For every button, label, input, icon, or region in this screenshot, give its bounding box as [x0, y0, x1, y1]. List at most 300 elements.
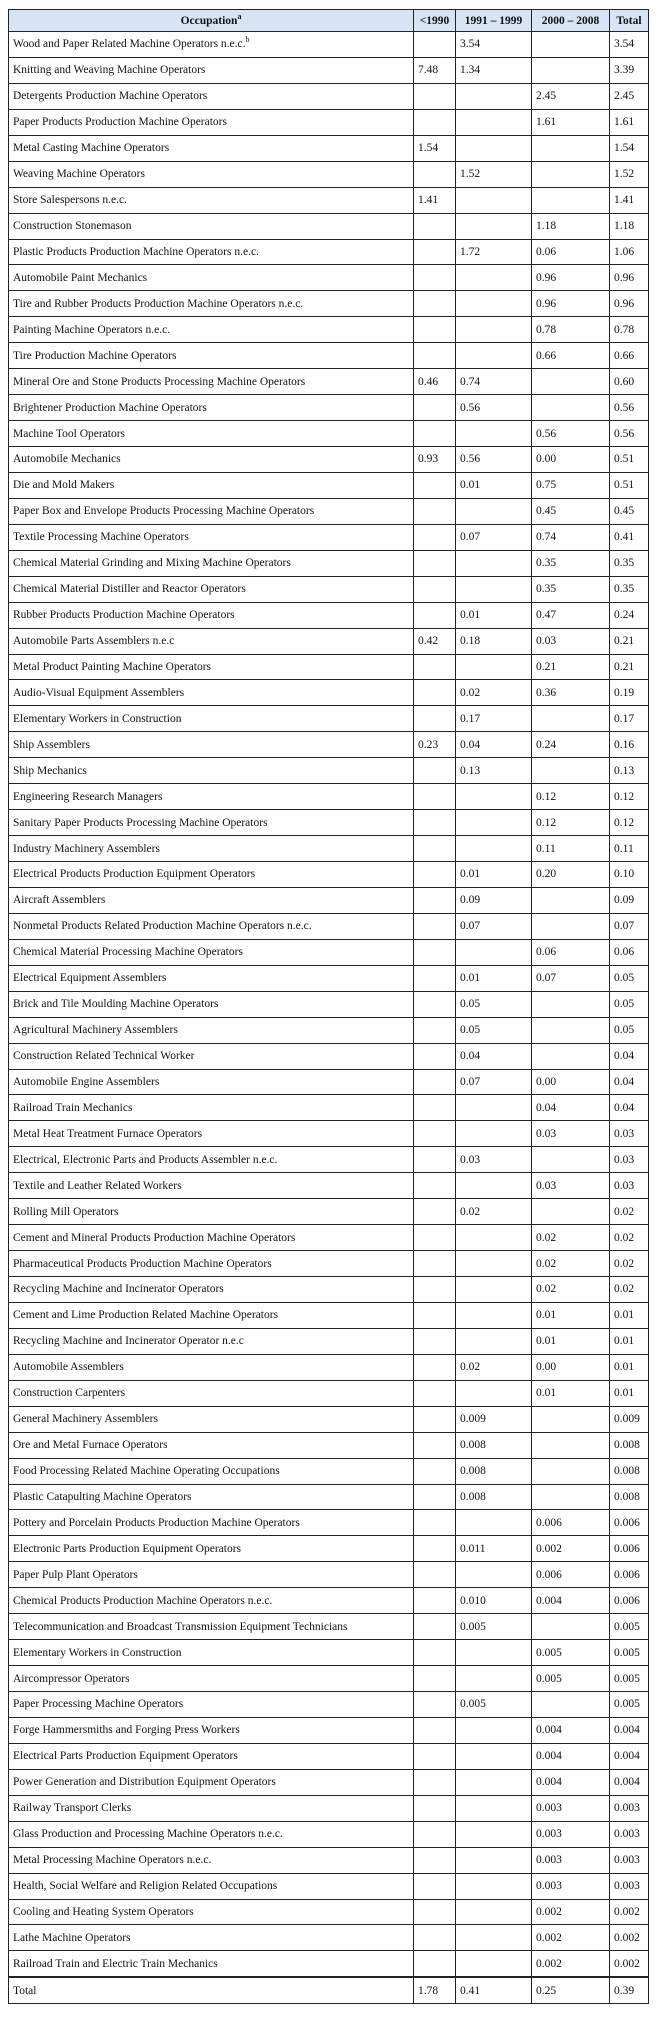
occupation-name: Store Salespersons n.e.c. — [13, 194, 128, 207]
cell-before-1990 — [414, 1536, 456, 1562]
cell-occupation — [9, 1821, 414, 1847]
cell-total: 0.96 — [610, 265, 649, 291]
table-row — [9, 836, 649, 862]
cell-2000-2008: 0.35 — [532, 576, 610, 602]
cell-before-1990 — [414, 161, 456, 187]
cell-before-1990 — [414, 1380, 456, 1406]
cell-2000-2008 — [532, 369, 610, 395]
occupation-name: Sanitary Paper Products Processing Machine Operators — [13, 816, 268, 829]
cell-occupation — [9, 680, 414, 706]
cell-occupation — [9, 239, 414, 265]
cell-1991-1999: 0.13 — [456, 758, 532, 784]
cell-occupation — [9, 187, 414, 213]
cell-before-1990 — [414, 83, 456, 109]
cell-1991-1999: 0.07 — [456, 913, 532, 939]
cell-occupation — [9, 1328, 414, 1354]
table-row — [9, 1510, 649, 1536]
cell-before-1990 — [414, 1484, 456, 1510]
cell-total: 0.07 — [610, 913, 649, 939]
cell-total: 2.45 — [610, 83, 649, 109]
table-row — [9, 1692, 649, 1718]
cell-1991-1999 — [456, 1380, 532, 1406]
cell-occupation — [9, 343, 414, 369]
cell-1991-1999: 0.09 — [456, 887, 532, 913]
cell-2000-2008: 2.45 — [532, 83, 610, 109]
cell-2000-2008: 0.002 — [532, 1536, 610, 1562]
cell-2000-2008: 0.00 — [532, 1354, 610, 1380]
table-row — [9, 810, 649, 836]
cell-occupation — [9, 1406, 414, 1432]
header-occupation — [9, 10, 414, 32]
cell-1991-1999 — [456, 1666, 532, 1692]
cell-1991-1999: 0.01 — [456, 602, 532, 628]
cell-total: 0.05 — [610, 991, 649, 1017]
cell-2000-2008: 0.45 — [532, 498, 610, 524]
cell-1991-1999 — [456, 1328, 532, 1354]
cell-2000-2008: 0.002 — [532, 1925, 610, 1951]
table-row — [9, 1562, 649, 1588]
cell-2000-2008: 0.56 — [532, 421, 610, 447]
occupation-name: Automobile Mechanics — [13, 453, 121, 466]
cell-before-1990 — [414, 1328, 456, 1354]
cell-1991-1999 — [456, 265, 532, 291]
cell-before-1990: 0.46 — [414, 369, 456, 395]
cell-total: 0.004 — [610, 1743, 649, 1769]
occupation-name: Recycling Machine and Incinerator Operators — [13, 1283, 224, 1296]
cell-2000-2008: 0.78 — [532, 317, 610, 343]
cell-before-1990 — [414, 1458, 456, 1484]
table-row — [9, 602, 649, 628]
table-row — [9, 447, 649, 473]
cell-total: 3.39 — [610, 57, 649, 83]
cell-before-1990 — [414, 1069, 456, 1095]
table-row — [9, 913, 649, 939]
table-row — [9, 1043, 649, 1069]
occupation-name: Agricultural Machinery Assemblers — [13, 1024, 178, 1037]
cell-before-1990 — [414, 1510, 456, 1536]
cell-occupation — [9, 1069, 414, 1095]
cell-2000-2008: 0.002 — [532, 1899, 610, 1925]
cell-occupation — [9, 1354, 414, 1380]
occupation-name: Health, Social Welfare and Religion Related Occupations — [13, 1880, 278, 1893]
cell-1991-1999 — [456, 291, 532, 317]
table-row — [9, 213, 649, 239]
cell-1991-1999 — [456, 784, 532, 810]
cell-2000-2008 — [532, 1406, 610, 1432]
occupation-name: Paper Pulp Plant Operators — [13, 1568, 138, 1581]
cell-2000-2008: 0.66 — [532, 343, 610, 369]
cell-before-1990 — [414, 213, 456, 239]
cell-total: 0.03 — [610, 1147, 649, 1173]
occupation-name: Pottery and Porcelain Products Production Machine Operators — [13, 1516, 300, 1529]
table-row — [9, 109, 649, 135]
occupation-name: Aircompressor Operators — [13, 1672, 130, 1685]
occupation-name: Lathe Machine Operators — [13, 1931, 131, 1944]
cell-occupation — [9, 654, 414, 680]
occupation-name: Audio-Visual Equipment Assemblers — [13, 686, 185, 699]
cell-1991-1999 — [456, 939, 532, 965]
cell-occupation — [9, 1614, 414, 1640]
table-row — [9, 1821, 649, 1847]
cell-2000-2008: 0.35 — [532, 550, 610, 576]
cell-2000-2008: 0.01 — [532, 1328, 610, 1354]
cell-total: 0.78 — [610, 317, 649, 343]
cell-2000-2008 — [532, 1484, 610, 1510]
cell-occupation — [9, 628, 414, 654]
cell-total: 0.008 — [610, 1458, 649, 1484]
table-row — [9, 161, 649, 187]
cell-1991-1999 — [456, 109, 532, 135]
occupation-name: Railway Transport Clerks — [13, 1802, 132, 1815]
table-row — [9, 1951, 649, 1977]
cell-total: 0.008 — [610, 1484, 649, 1510]
table-row — [9, 1380, 649, 1406]
cell-before-1990 — [414, 654, 456, 680]
cell-occupation — [9, 1458, 414, 1484]
occupation-name: Cement and Lime Production Related Machine Operators — [13, 1309, 279, 1322]
cell-occupation — [9, 1743, 414, 1769]
cell-2000-2008 — [532, 1692, 610, 1718]
cell-before-1990 — [414, 680, 456, 706]
table-row — [9, 498, 649, 524]
cell-1991-1999: 0.17 — [456, 706, 532, 732]
occupation-name: Paper Box and Envelope Products Processing Machine Operators — [13, 505, 315, 518]
cell-1991-1999 — [456, 1277, 532, 1303]
cell-occupation — [9, 395, 414, 421]
cell-before-1990: 7.48 — [414, 57, 456, 83]
cell-total: 0.04 — [610, 1069, 649, 1095]
cell-1991-1999 — [456, 1095, 532, 1121]
cell-before-1990 — [414, 421, 456, 447]
cell-before-1990: 1.41 — [414, 187, 456, 213]
table-row — [9, 421, 649, 447]
table-row — [9, 1614, 649, 1640]
cell-occupation — [9, 1692, 414, 1718]
cell-before-1990 — [414, 239, 456, 265]
table-row — [9, 1354, 649, 1380]
table-row — [9, 939, 649, 965]
cell-1991-1999: 0.005 — [456, 1692, 532, 1718]
cell-before-1990 — [414, 1121, 456, 1147]
cell-2000-2008 — [532, 991, 610, 1017]
cell-before-1990 — [414, 109, 456, 135]
cell-total: 0.60 — [610, 369, 649, 395]
cell-1991-1999 — [456, 1251, 532, 1277]
cell-total-before-1990: 1.78 — [414, 1977, 456, 2004]
cell-occupation — [9, 1536, 414, 1562]
cell-total-2000-2008: 0.25 — [532, 1977, 610, 2004]
cell-2000-2008: 0.47 — [532, 602, 610, 628]
cell-2000-2008: 0.006 — [532, 1562, 610, 1588]
cell-1991-1999 — [456, 1510, 532, 1536]
cell-total: 0.009 — [610, 1406, 649, 1432]
occupation-name: Rolling Mill Operators — [13, 1205, 119, 1218]
cell-total: 0.003 — [610, 1873, 649, 1899]
cell-total-overall: 0.39 — [610, 1977, 649, 2004]
cell-2000-2008: 0.02 — [532, 1225, 610, 1251]
occupation-name: Electrical Products Production Equipment Operators — [13, 868, 256, 881]
table-row — [9, 1769, 649, 1795]
cell-total: 0.005 — [610, 1692, 649, 1718]
cell-total: 0.96 — [610, 291, 649, 317]
cell-1991-1999 — [456, 187, 532, 213]
cell-2000-2008: 0.03 — [532, 628, 610, 654]
occupation-name: Rubber Products Production Machine Operators — [13, 609, 235, 622]
cell-before-1990 — [414, 498, 456, 524]
cell-total: 3.54 — [610, 32, 649, 58]
cell-total: 0.005 — [610, 1640, 649, 1666]
cell-occupation — [9, 1043, 414, 1069]
table-row — [9, 524, 649, 550]
cell-2000-2008 — [532, 1147, 610, 1173]
cell-total: 0.008 — [610, 1432, 649, 1458]
cell-total: 0.01 — [610, 1354, 649, 1380]
table-row — [9, 758, 649, 784]
cell-occupation — [9, 213, 414, 239]
occupation-name: Construction Carpenters — [13, 1387, 126, 1400]
cell-total: 0.13 — [610, 758, 649, 784]
table-row — [9, 1251, 649, 1277]
table-row — [9, 1899, 649, 1925]
cell-1991-1999: 0.009 — [456, 1406, 532, 1432]
cell-1991-1999 — [456, 1562, 532, 1588]
cell-total: 0.005 — [610, 1666, 649, 1692]
cell-total: 0.51 — [610, 447, 649, 473]
cell-2000-2008: 0.36 — [532, 680, 610, 706]
cell-occupation — [9, 836, 414, 862]
cell-total: 0.006 — [610, 1536, 649, 1562]
cell-2000-2008 — [532, 161, 610, 187]
table-row — [9, 628, 649, 654]
table-row — [9, 1925, 649, 1951]
table-row — [9, 1225, 649, 1251]
table-row — [9, 1147, 649, 1173]
cell-total: 0.41 — [610, 524, 649, 550]
cell-1991-1999 — [456, 654, 532, 680]
cell-1991-1999 — [456, 836, 532, 862]
occupation-name: Automobile Engine Assemblers — [13, 1075, 160, 1088]
cell-before-1990 — [414, 395, 456, 421]
cell-occupation — [9, 1095, 414, 1121]
occupation-name: Electrical, Electronic Parts and Products Assembler n.e.c. — [13, 1153, 278, 1166]
cell-total: 1.06 — [610, 239, 649, 265]
table-row — [9, 1795, 649, 1821]
cell-before-1990 — [414, 343, 456, 369]
cell-2000-2008: 0.01 — [532, 1302, 610, 1328]
cell-1991-1999 — [456, 1821, 532, 1847]
cell-2000-2008: 0.00 — [532, 447, 610, 473]
table-row — [9, 654, 649, 680]
occupation-name: Painting Machine Operators n.e.c. — [13, 323, 171, 336]
table-header-row — [9, 10, 649, 32]
cell-total: 0.04 — [610, 1043, 649, 1069]
cell-total: 0.005 — [610, 1614, 649, 1640]
cell-total: 0.02 — [610, 1277, 649, 1303]
cell-2000-2008: 0.005 — [532, 1666, 610, 1692]
cell-before-1990 — [414, 1873, 456, 1899]
occupation-name: Metal Casting Machine Operators — [13, 142, 170, 155]
cell-before-1990 — [414, 1017, 456, 1043]
cell-occupation — [9, 965, 414, 991]
header-occupation-label: Occupation — [180, 14, 238, 27]
cell-2000-2008: 0.004 — [532, 1743, 610, 1769]
cell-total: 0.01 — [610, 1302, 649, 1328]
table-row — [9, 732, 649, 758]
cell-occupation — [9, 1717, 414, 1743]
occupation-footnote: b — [245, 35, 250, 45]
cell-occupation — [9, 57, 414, 83]
cell-before-1990 — [414, 1199, 456, 1225]
cell-occupation — [9, 1017, 414, 1043]
cell-2000-2008 — [532, 187, 610, 213]
cell-1991-1999: 1.34 — [456, 57, 532, 83]
cell-total: 0.51 — [610, 472, 649, 498]
cell-total: 0.003 — [610, 1795, 649, 1821]
cell-1991-1999: 0.02 — [456, 1199, 532, 1225]
header-occupation-footnote: a — [237, 11, 242, 21]
cell-1991-1999 — [456, 1121, 532, 1147]
cell-total: 0.006 — [610, 1562, 649, 1588]
cell-total: 0.10 — [610, 862, 649, 888]
table-row — [9, 1484, 649, 1510]
table-row — [9, 1847, 649, 1873]
cell-occupation — [9, 109, 414, 135]
cell-2000-2008 — [532, 395, 610, 421]
cell-1991-1999 — [456, 1302, 532, 1328]
occupation-name: Aircraft Assemblers — [13, 894, 106, 907]
cell-before-1990 — [414, 1588, 456, 1614]
cell-before-1990 — [414, 1302, 456, 1328]
cell-total: 0.35 — [610, 576, 649, 602]
table-row — [9, 343, 649, 369]
cell-1991-1999: 0.01 — [456, 965, 532, 991]
cell-2000-2008: 0.006 — [532, 1510, 610, 1536]
cell-before-1990 — [414, 32, 456, 58]
occupation-name: Brightener Production Machine Operators — [13, 401, 207, 414]
cell-occupation — [9, 161, 414, 187]
cell-occupation — [9, 1251, 414, 1277]
occupation-name: Power Generation and Distribution Equipment Operators — [13, 1776, 276, 1789]
cell-total: 0.004 — [610, 1717, 649, 1743]
occupation-name: Die and Mold Makers — [13, 479, 115, 492]
cell-total-label: Total — [9, 1977, 414, 2004]
table-total-row — [9, 1977, 649, 2004]
cell-total: 0.002 — [610, 1951, 649, 1977]
cell-before-1990: 0.42 — [414, 628, 456, 654]
cell-2000-2008: 0.07 — [532, 965, 610, 991]
cell-occupation — [9, 1666, 414, 1692]
cell-occupation — [9, 1173, 414, 1199]
header-before-1990: <1990 — [414, 10, 456, 32]
table-row — [9, 1302, 649, 1328]
cell-2000-2008 — [532, 913, 610, 939]
table-row — [9, 1717, 649, 1743]
cell-occupation — [9, 602, 414, 628]
cell-total: 0.56 — [610, 395, 649, 421]
occupation-name: Automobile Paint Mechanics — [13, 271, 148, 284]
cell-2000-2008: 0.003 — [532, 1873, 610, 1899]
cell-before-1990 — [414, 1251, 456, 1277]
cell-occupation — [9, 1925, 414, 1951]
cell-1991-1999 — [456, 421, 532, 447]
cell-2000-2008: 0.01 — [532, 1380, 610, 1406]
table-row — [9, 991, 649, 1017]
cell-occupation — [9, 317, 414, 343]
table-row — [9, 1458, 649, 1484]
cell-total: 0.45 — [610, 498, 649, 524]
cell-before-1990 — [414, 836, 456, 862]
table-row — [9, 83, 649, 109]
table-row — [9, 32, 649, 58]
cell-1991-1999 — [456, 1899, 532, 1925]
occupation-name: Telecommunication and Broadcast Transmission Equipment Technicians — [13, 1620, 348, 1633]
cell-total-1991-1999: 0.41 — [456, 1977, 532, 2004]
cell-1991-1999 — [456, 213, 532, 239]
cell-1991-1999 — [456, 1847, 532, 1873]
cell-occupation — [9, 447, 414, 473]
occupation-name: Chemical Products Production Machine Operators n.e.c. — [13, 1594, 273, 1607]
cell-before-1990 — [414, 1225, 456, 1251]
cell-2000-2008: 0.003 — [532, 1821, 610, 1847]
occupation-name: Recycling Machine and Incinerator Operator n.e.c — [13, 1335, 244, 1348]
occupation-name: Tire and Rubber Products Production Machine Operators n.e.c. — [13, 297, 304, 310]
cell-1991-1999 — [456, 1225, 532, 1251]
table-row — [9, 187, 649, 213]
cell-total: 0.002 — [610, 1899, 649, 1925]
occupation-name: Wood and Paper Related Machine Operators n.e.c. — [13, 38, 246, 51]
cell-2000-2008: 0.02 — [532, 1251, 610, 1277]
cell-total: 0.66 — [610, 343, 649, 369]
occupation-name: Detergents Production Machine Operators — [13, 90, 208, 103]
cell-before-1990 — [414, 1692, 456, 1718]
cell-total: 1.61 — [610, 109, 649, 135]
cell-before-1990 — [414, 1847, 456, 1873]
table-row — [9, 265, 649, 291]
cell-occupation — [9, 135, 414, 161]
cell-1991-1999: 0.56 — [456, 395, 532, 421]
cell-1991-1999 — [456, 83, 532, 109]
table-row — [9, 57, 649, 83]
cell-before-1990 — [414, 1354, 456, 1380]
cell-before-1990 — [414, 810, 456, 836]
table-row — [9, 369, 649, 395]
occupation-name: Elementary Workers in Construction — [13, 1646, 182, 1659]
cell-total: 0.01 — [610, 1380, 649, 1406]
cell-total: 1.52 — [610, 161, 649, 187]
cell-total: 0.003 — [610, 1821, 649, 1847]
header-total: Total — [610, 10, 649, 32]
cell-1991-1999 — [456, 810, 532, 836]
cell-2000-2008 — [532, 1043, 610, 1069]
cell-before-1990 — [414, 913, 456, 939]
cell-occupation — [9, 265, 414, 291]
table-row — [9, 1121, 649, 1147]
occupation-name: Railroad Train Mechanics — [13, 1101, 133, 1114]
cell-2000-2008: 0.02 — [532, 1277, 610, 1303]
cell-total: 0.006 — [610, 1510, 649, 1536]
occupation-name: Cooling and Heating System Operators — [13, 1905, 194, 1918]
table-row — [9, 317, 649, 343]
table-row — [9, 239, 649, 265]
cell-1991-1999: 0.05 — [456, 991, 532, 1017]
cell-total: 0.21 — [610, 628, 649, 654]
occupation-name: Cement and Mineral Products Production Machine Operators — [13, 1231, 296, 1244]
occupation-name: Knitting and Weaving Machine Operators — [13, 64, 206, 77]
cell-1991-1999 — [456, 1173, 532, 1199]
cell-before-1990 — [414, 472, 456, 498]
cell-1991-1999 — [456, 550, 532, 576]
cell-1991-1999 — [456, 135, 532, 161]
